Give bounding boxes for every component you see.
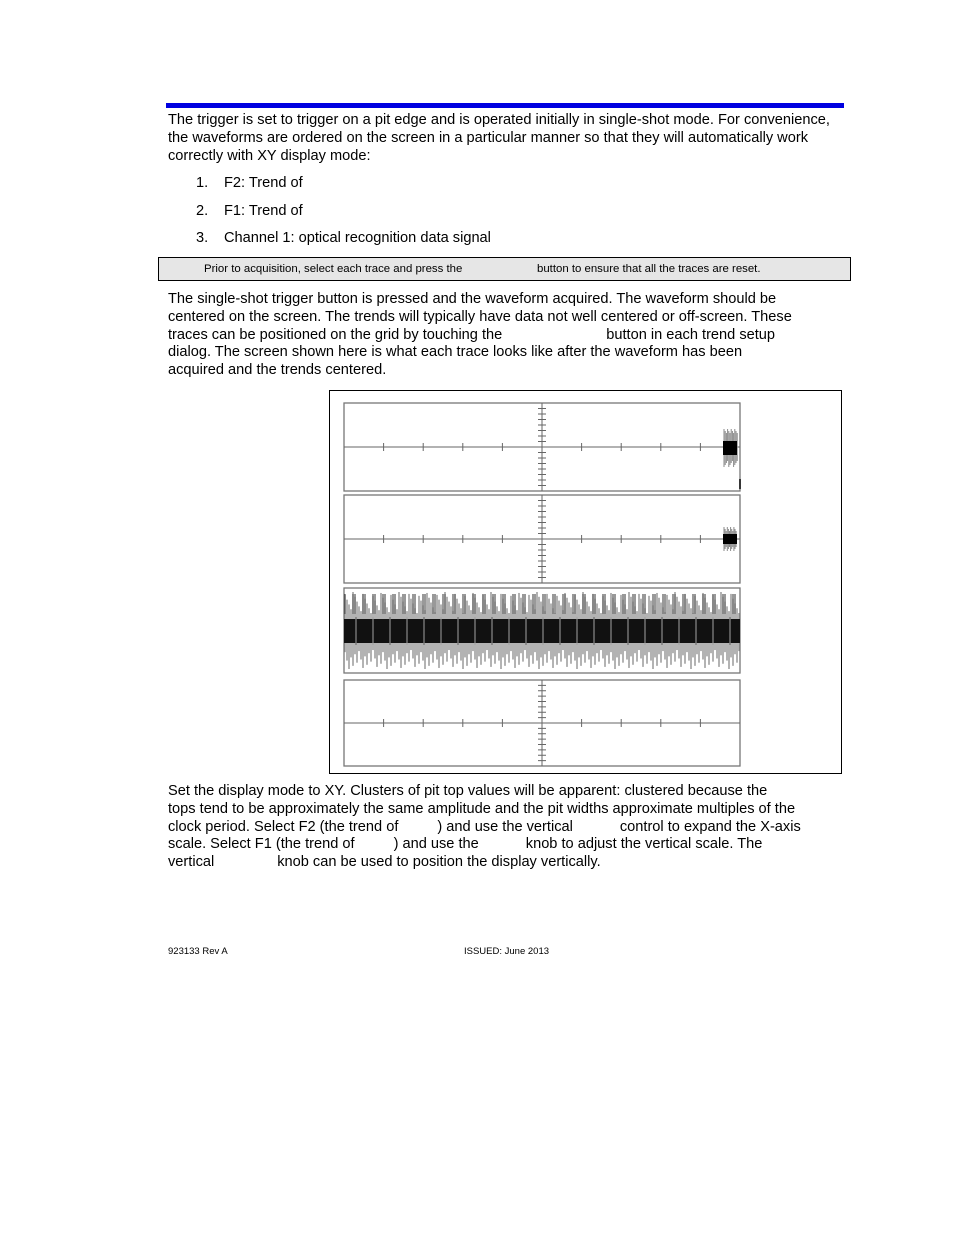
paragraph-fragment: clock period. Select F2 (the trend of <box>168 818 399 835</box>
note-box <box>158 257 851 281</box>
header-rule <box>166 103 844 108</box>
paragraph-line <box>168 819 846 837</box>
paragraph-fragment: knob can be used to position the display vertically. <box>277 854 601 871</box>
footer-doc-id: 923133 Rev A <box>168 946 228 957</box>
paragraph-fragment: control to expand the X-axis <box>619 818 801 835</box>
paragraph-fragment: ) and use the vertical <box>437 818 573 835</box>
footer-issued: ISSUED: June 2013 <box>464 946 550 957</box>
paragraph-fragment: ) and use the <box>393 836 479 853</box>
xy-mode-paragraph <box>168 783 846 872</box>
paragraph-line: centered on the screen. The trends will typically have data not well centered or off-screen. These <box>168 308 792 325</box>
note-text-start: Prior to acquisition, select each trace and press the <box>204 263 463 275</box>
paragraph-fragment: scale. Select F1 (the trend of <box>168 836 355 853</box>
trend-data-cluster <box>723 441 737 455</box>
list-item <box>196 230 491 246</box>
list-item <box>196 175 303 191</box>
oscilloscope-screenshot <box>329 390 842 774</box>
signal-band <box>344 619 740 643</box>
list-item-text: F2: Trend of <box>224 175 303 191</box>
list-item-number: 1. <box>196 175 209 191</box>
paragraph-line: tops tend to be approximately the same amplitude and the pit widths approximate multiples of the <box>168 800 796 817</box>
paragraph-fragment: vertical <box>168 854 215 871</box>
intro-paragraph: The trigger is set to trigger on a pit edge and is operated initially in single-shot mode. For convenience, the waveforms are ordered on the screen in a particular manner so that they will automatically work correctly with XY display mode: <box>168 112 830 164</box>
note-text-end: button to ensure that all the traces are reset. <box>537 263 761 275</box>
paragraph-line <box>168 327 846 345</box>
paragraph-line: Set the display mode to XY. Clusters of pit top values will be apparent: clustered because the <box>168 783 768 799</box>
paragraph-line <box>168 836 846 854</box>
paragraph-line: acquired and the trends centered. <box>168 362 387 379</box>
trace-grid <box>330 391 841 773</box>
list-item-text: Channel 1: optical recognition data signal <box>224 230 491 246</box>
paragraph-fragment: knob to adjust the vertical scale. The <box>525 836 763 853</box>
list-item <box>196 203 303 219</box>
trend-data-cluster <box>723 534 737 544</box>
acquisition-paragraph <box>168 291 846 380</box>
paragraph-fragment: button in each trend setup <box>606 326 776 343</box>
list-item-number: 3. <box>196 230 209 246</box>
paragraph-line <box>168 854 846 872</box>
list-item-number: 2. <box>196 203 209 219</box>
list-item-text: F1: Trend of <box>224 203 303 219</box>
paragraph-line: dialog. The screen shown here is what each trace looks like after the waveform has been <box>168 344 743 361</box>
paragraph-fragment: traces can be positioned on the grid by touching the <box>168 326 503 343</box>
paragraph-line: The single-shot trigger button is pressed and the waveform acquired. The waveform should be <box>168 291 777 307</box>
